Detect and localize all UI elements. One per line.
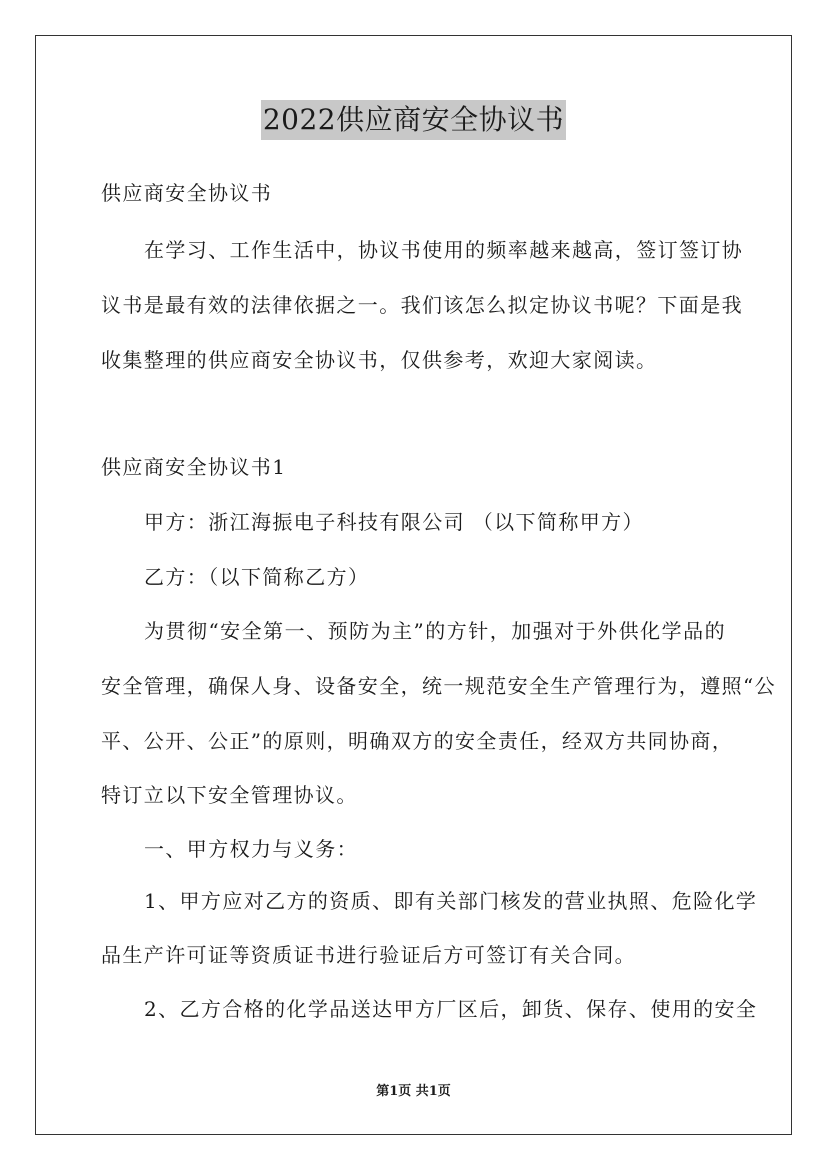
document-title: 2022供应商安全协议书 (261, 100, 566, 140)
page-footer: 第1页 共1页 (376, 1084, 451, 1099)
clause1-line-1: 1、甲方应对乙方的资质、即有关部门核发的营业执照、危险化学 (144, 889, 758, 913)
section-heading: 供应商安全协议书1 (101, 455, 287, 479)
party-a-line: 甲方：浙江海振电子科技有限公司 （以下简称甲方） (144, 510, 644, 534)
intro-line-1: 在学习、工作生活中，协议书使用的频率越来越高，签订签订协 (144, 238, 744, 262)
clause1-line-2: 品生产许可证等资质证书进行验证后方可签订有关合同。 (101, 943, 636, 967)
document-subtitle: 供应商安全协议书 (101, 181, 273, 205)
title-container (0, 100, 827, 140)
clause2-line-1: 2、乙方合格的化学品送达甲方厂区后，卸货、保存、使用的安全 (144, 997, 758, 1021)
preamble-line-4: 特订立以下安全管理协议。 (101, 783, 358, 807)
intro-line-2: 议书是最有效的法律依据之一。我们该怎么拟定协议书呢？下面是我 (101, 293, 743, 317)
preamble-line-1: 为贯彻“安全第一、预防为主”的方针，加强对于外供化学品的 (144, 619, 726, 643)
clause-heading: 一、甲方权力与义务： (144, 837, 358, 861)
party-b-line: 乙方：（以下简称乙方） (144, 565, 370, 589)
intro-line-3: 收集整理的供应商安全协议书，仅供参考，欢迎大家阅读。 (101, 348, 658, 372)
preamble-line-3: 平、公开、公正”的原则，明确双方的安全责任，经双方共同协商， (101, 729, 734, 753)
preamble-line-2: 安全管理，确保人身、设备安全，统一规范安全生产管理行为，遵照“公 (101, 674, 777, 698)
